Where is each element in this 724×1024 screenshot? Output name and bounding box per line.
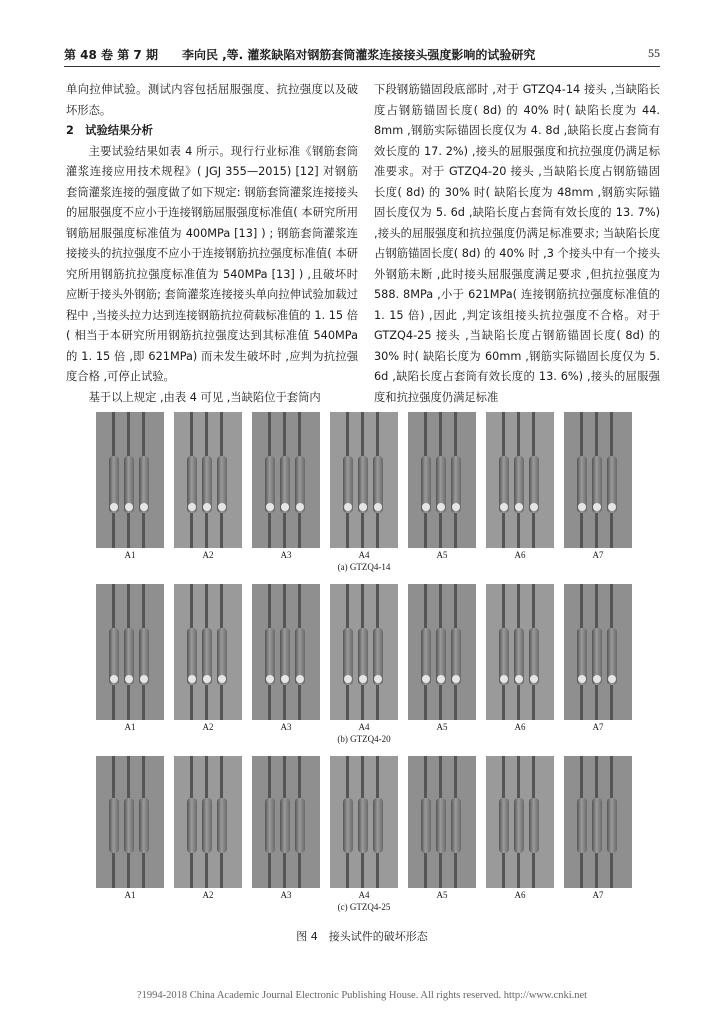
specimen-photo bbox=[486, 756, 554, 888]
grout-port bbox=[218, 503, 226, 511]
grout-port bbox=[515, 503, 523, 511]
grout-sleeve bbox=[124, 798, 134, 853]
grout-sleeve bbox=[514, 798, 524, 853]
specimen-photo bbox=[486, 584, 554, 720]
grout-sleeve bbox=[451, 798, 461, 853]
specimen-photo bbox=[486, 412, 554, 548]
figure-caption: 图 4 接头试件的破坏形态 bbox=[296, 930, 428, 943]
specimen-label: A6 bbox=[514, 722, 526, 732]
grout-port bbox=[608, 675, 616, 683]
specimen-photo bbox=[408, 412, 476, 548]
specimen-photo bbox=[330, 584, 398, 720]
grout-port bbox=[203, 503, 211, 511]
specimen-labels bbox=[96, 550, 632, 560]
grout-port bbox=[359, 675, 367, 683]
specimen-labels bbox=[96, 722, 632, 732]
specimen-label: A1 bbox=[124, 890, 136, 900]
section-heading: 2 试验结果分析 bbox=[66, 124, 153, 137]
specimen-photo bbox=[252, 412, 320, 548]
grout-sleeve bbox=[592, 798, 602, 853]
grout-sleeve bbox=[436, 798, 446, 853]
grout-port bbox=[608, 503, 616, 511]
grout-port bbox=[281, 503, 289, 511]
grout-port bbox=[296, 675, 304, 683]
photo-row bbox=[96, 412, 632, 548]
grout-sleeve bbox=[373, 798, 383, 853]
subcaption-b: (b) GTZQ4-20 bbox=[337, 734, 391, 744]
specimen-label: A7 bbox=[592, 890, 604, 900]
specimen-label: A2 bbox=[202, 890, 214, 900]
specimen-photo bbox=[408, 584, 476, 720]
grout-sleeve bbox=[139, 798, 149, 853]
photo-row bbox=[96, 756, 632, 888]
grout-port bbox=[500, 503, 508, 511]
specimen-photo bbox=[564, 412, 632, 548]
grout-port bbox=[266, 503, 274, 511]
specimen-label: A1 bbox=[124, 550, 136, 560]
specimen-photo bbox=[408, 756, 476, 888]
grout-sleeve bbox=[499, 798, 509, 853]
grout-port bbox=[578, 675, 586, 683]
specimen-photo bbox=[96, 412, 164, 548]
subcaption-a: (a) GTZQ4-14 bbox=[337, 562, 391, 572]
grout-port bbox=[359, 503, 367, 511]
header-rule bbox=[64, 66, 660, 67]
grout-port bbox=[125, 675, 133, 683]
copyright-footer: ?1994-2018 China Academic Journal Electronic Publishing House. All rights reserved. http://www.cnki.net bbox=[136, 990, 588, 1001]
specimen-photo bbox=[330, 412, 398, 548]
specimen-photo bbox=[174, 584, 242, 720]
grout-sleeve bbox=[280, 798, 290, 853]
header-journal-title: 第 48 卷 第 7 期 李向民 ,等. 灌浆缺陷对钢筋套筒灌浆连接接头强度影响的试验研究 bbox=[64, 48, 536, 62]
specimen-label: A4 bbox=[358, 722, 370, 732]
specimen-photo bbox=[96, 756, 164, 888]
specimen-photo bbox=[564, 584, 632, 720]
grout-port bbox=[374, 503, 382, 511]
paragraph-intro-end: 单向拉伸试验。测试内容包括屈服强度、抗拉强度以及破坏形态。 bbox=[66, 83, 358, 117]
grout-port bbox=[452, 675, 460, 683]
grout-port bbox=[140, 675, 148, 683]
specimen-label: A3 bbox=[280, 722, 292, 732]
specimen-photo bbox=[252, 584, 320, 720]
grout-port bbox=[593, 675, 601, 683]
left-column bbox=[66, 80, 358, 408]
specimen-label: A5 bbox=[436, 550, 448, 560]
page-number: 55 bbox=[648, 46, 660, 60]
grout-port bbox=[344, 675, 352, 683]
specimen-label: A3 bbox=[280, 550, 292, 560]
grout-sleeve bbox=[343, 798, 353, 853]
grout-port bbox=[266, 675, 274, 683]
grout-port bbox=[203, 675, 211, 683]
grout-port bbox=[578, 503, 586, 511]
grout-port bbox=[422, 675, 430, 683]
specimen-photo bbox=[174, 756, 242, 888]
grout-port bbox=[374, 675, 382, 683]
grout-port bbox=[500, 675, 508, 683]
specimen-photo bbox=[564, 756, 632, 888]
specimen-label: A3 bbox=[280, 890, 292, 900]
specimen-label: A1 bbox=[124, 722, 136, 732]
paragraph-analysis-start: 基于以上规定 ,由表 4 可见 ,当缺陷位于套筒内 bbox=[88, 390, 321, 404]
grout-port bbox=[344, 503, 352, 511]
grout-port bbox=[218, 675, 226, 683]
specimen-photo bbox=[174, 412, 242, 548]
specimen-photo bbox=[330, 756, 398, 888]
specimen-label: A4 bbox=[358, 550, 370, 560]
specimen-photo bbox=[252, 756, 320, 888]
specimen-label: A6 bbox=[514, 890, 526, 900]
grout-sleeve bbox=[109, 798, 119, 853]
grout-port bbox=[530, 503, 538, 511]
specimen-label: A5 bbox=[436, 890, 448, 900]
running-header bbox=[64, 46, 660, 68]
subcaption-c: (c) GTZQ4-25 bbox=[337, 902, 391, 912]
grout-sleeve bbox=[265, 798, 275, 853]
grout-sleeve bbox=[577, 798, 587, 853]
grout-port bbox=[188, 503, 196, 511]
grout-port bbox=[515, 675, 523, 683]
grout-port bbox=[110, 675, 118, 683]
grout-sleeve bbox=[202, 798, 212, 853]
grout-port bbox=[530, 675, 538, 683]
grout-sleeve bbox=[295, 798, 305, 853]
specimen-label: A7 bbox=[592, 722, 604, 732]
grout-port bbox=[281, 675, 289, 683]
paragraph-results: 下段钢筋锚固段底部时 ,对于 GTZQ4-14 接头 ,当缺陷长度占钢筋锚固长度( 8d) 的 40% 时( 缺陷长度为 44. 8mm ,钢筋实际锚固长度仅为 4. 8d ,缺陷长度占套筒有效长度的 17. 2%) ,接头的屈服强度和抗拉强度仍满足标准要求。对于 GTZQ4-20 接头 ,当缺陷长度占钢筋锚固长度( 8d) 的 30% 时( 缺陷长度为 48mm ,钢筋实际锚固长度仅为 5. 6d ,缺陷长度占套筒有效长度的 13. 7%) ,接头的屈服强度和抗拉强度仍满足标准要求; 当缺陷长度占钢筋锚固长度( 8d) 的 40% 时 ,3 个接头中有一个接头外钢筋未断 ,此时接头屈服强度满足要求 ,但抗拉强度为 588. 8MPa ,小于 621MPa( 连接钢筋抗拉强度标准值的 1. 15 倍) ,因此 ,判定该组接头抗拉强度不合格。对于 GTZQ4-25 接头 ,当缺陷长度占钢筋锚固长度( 8d) 的 30% 时( 缺陷长度为 60mm ,钢筋实际锚固长度仅为 5. 6d ,缺陷长度占套筒有效长度的 13. 6%) ,接头的屈服强度和抗拉强度仍满足标准 bbox=[374, 83, 660, 404]
grout-port bbox=[452, 503, 460, 511]
grout-sleeve bbox=[529, 798, 539, 853]
grout-port bbox=[437, 503, 445, 511]
grout-port bbox=[125, 503, 133, 511]
grout-port bbox=[422, 503, 430, 511]
grout-port bbox=[437, 675, 445, 683]
specimen-label: A4 bbox=[358, 890, 370, 900]
specimen-photo bbox=[96, 584, 164, 720]
specimen-label: A6 bbox=[514, 550, 526, 560]
grout-port bbox=[140, 503, 148, 511]
photo-row bbox=[96, 584, 632, 720]
specimen-label: A2 bbox=[202, 550, 214, 560]
specimen-label: A2 bbox=[202, 722, 214, 732]
grout-sleeve bbox=[187, 798, 197, 853]
grout-port bbox=[296, 503, 304, 511]
grout-sleeve bbox=[358, 798, 368, 853]
paragraph-standards: 主要试验结果如表 4 所示。现行行业标准《钢筋套筒灌浆连接应用技术规程》( JGJ 355—2015) [12] 对钢筋套筒灌浆连接的强度做了如下规定: 钢筋套筒灌浆连接接头的屈服强度不应小于连接钢筋屈服强度标准值( 本研究所用钢筋屈服强度标准值为 400MPa [13] ) ; 钢筋套筒灌浆连接接头的抗拉强度不应小于连接钢筋抗拉强度标准值( 本研究所用钢筋抗拉强度标准值为 540MPa [13] ) ,且破坏时应断于接头外钢筋; 套筒灌浆连接接头单向拉伸试验加载过程中 ,当接头拉力达到连接钢筋抗拉荷载标准值的 1. 15 倍( 相当于本研究所用钢筋抗拉强度达到其标准值 540MPa 的 1. 15 倍 ,即 621MPa) 而未发生破坏时 ,应判为抗拉强度合格 ,可停止试验。 bbox=[66, 144, 358, 383]
right-column bbox=[374, 80, 660, 408]
figure-row-a bbox=[96, 412, 632, 572]
grout-port bbox=[110, 503, 118, 511]
grout-sleeve bbox=[421, 798, 431, 853]
specimen-label: A5 bbox=[436, 722, 448, 732]
specimen-labels bbox=[96, 890, 632, 900]
specimen-label: A7 bbox=[592, 550, 604, 560]
grout-sleeve bbox=[217, 798, 227, 853]
figure-row-c bbox=[96, 756, 632, 912]
grout-sleeve bbox=[607, 798, 617, 853]
grout-port bbox=[593, 503, 601, 511]
grout-port bbox=[188, 675, 196, 683]
figure-row-b bbox=[96, 584, 632, 744]
